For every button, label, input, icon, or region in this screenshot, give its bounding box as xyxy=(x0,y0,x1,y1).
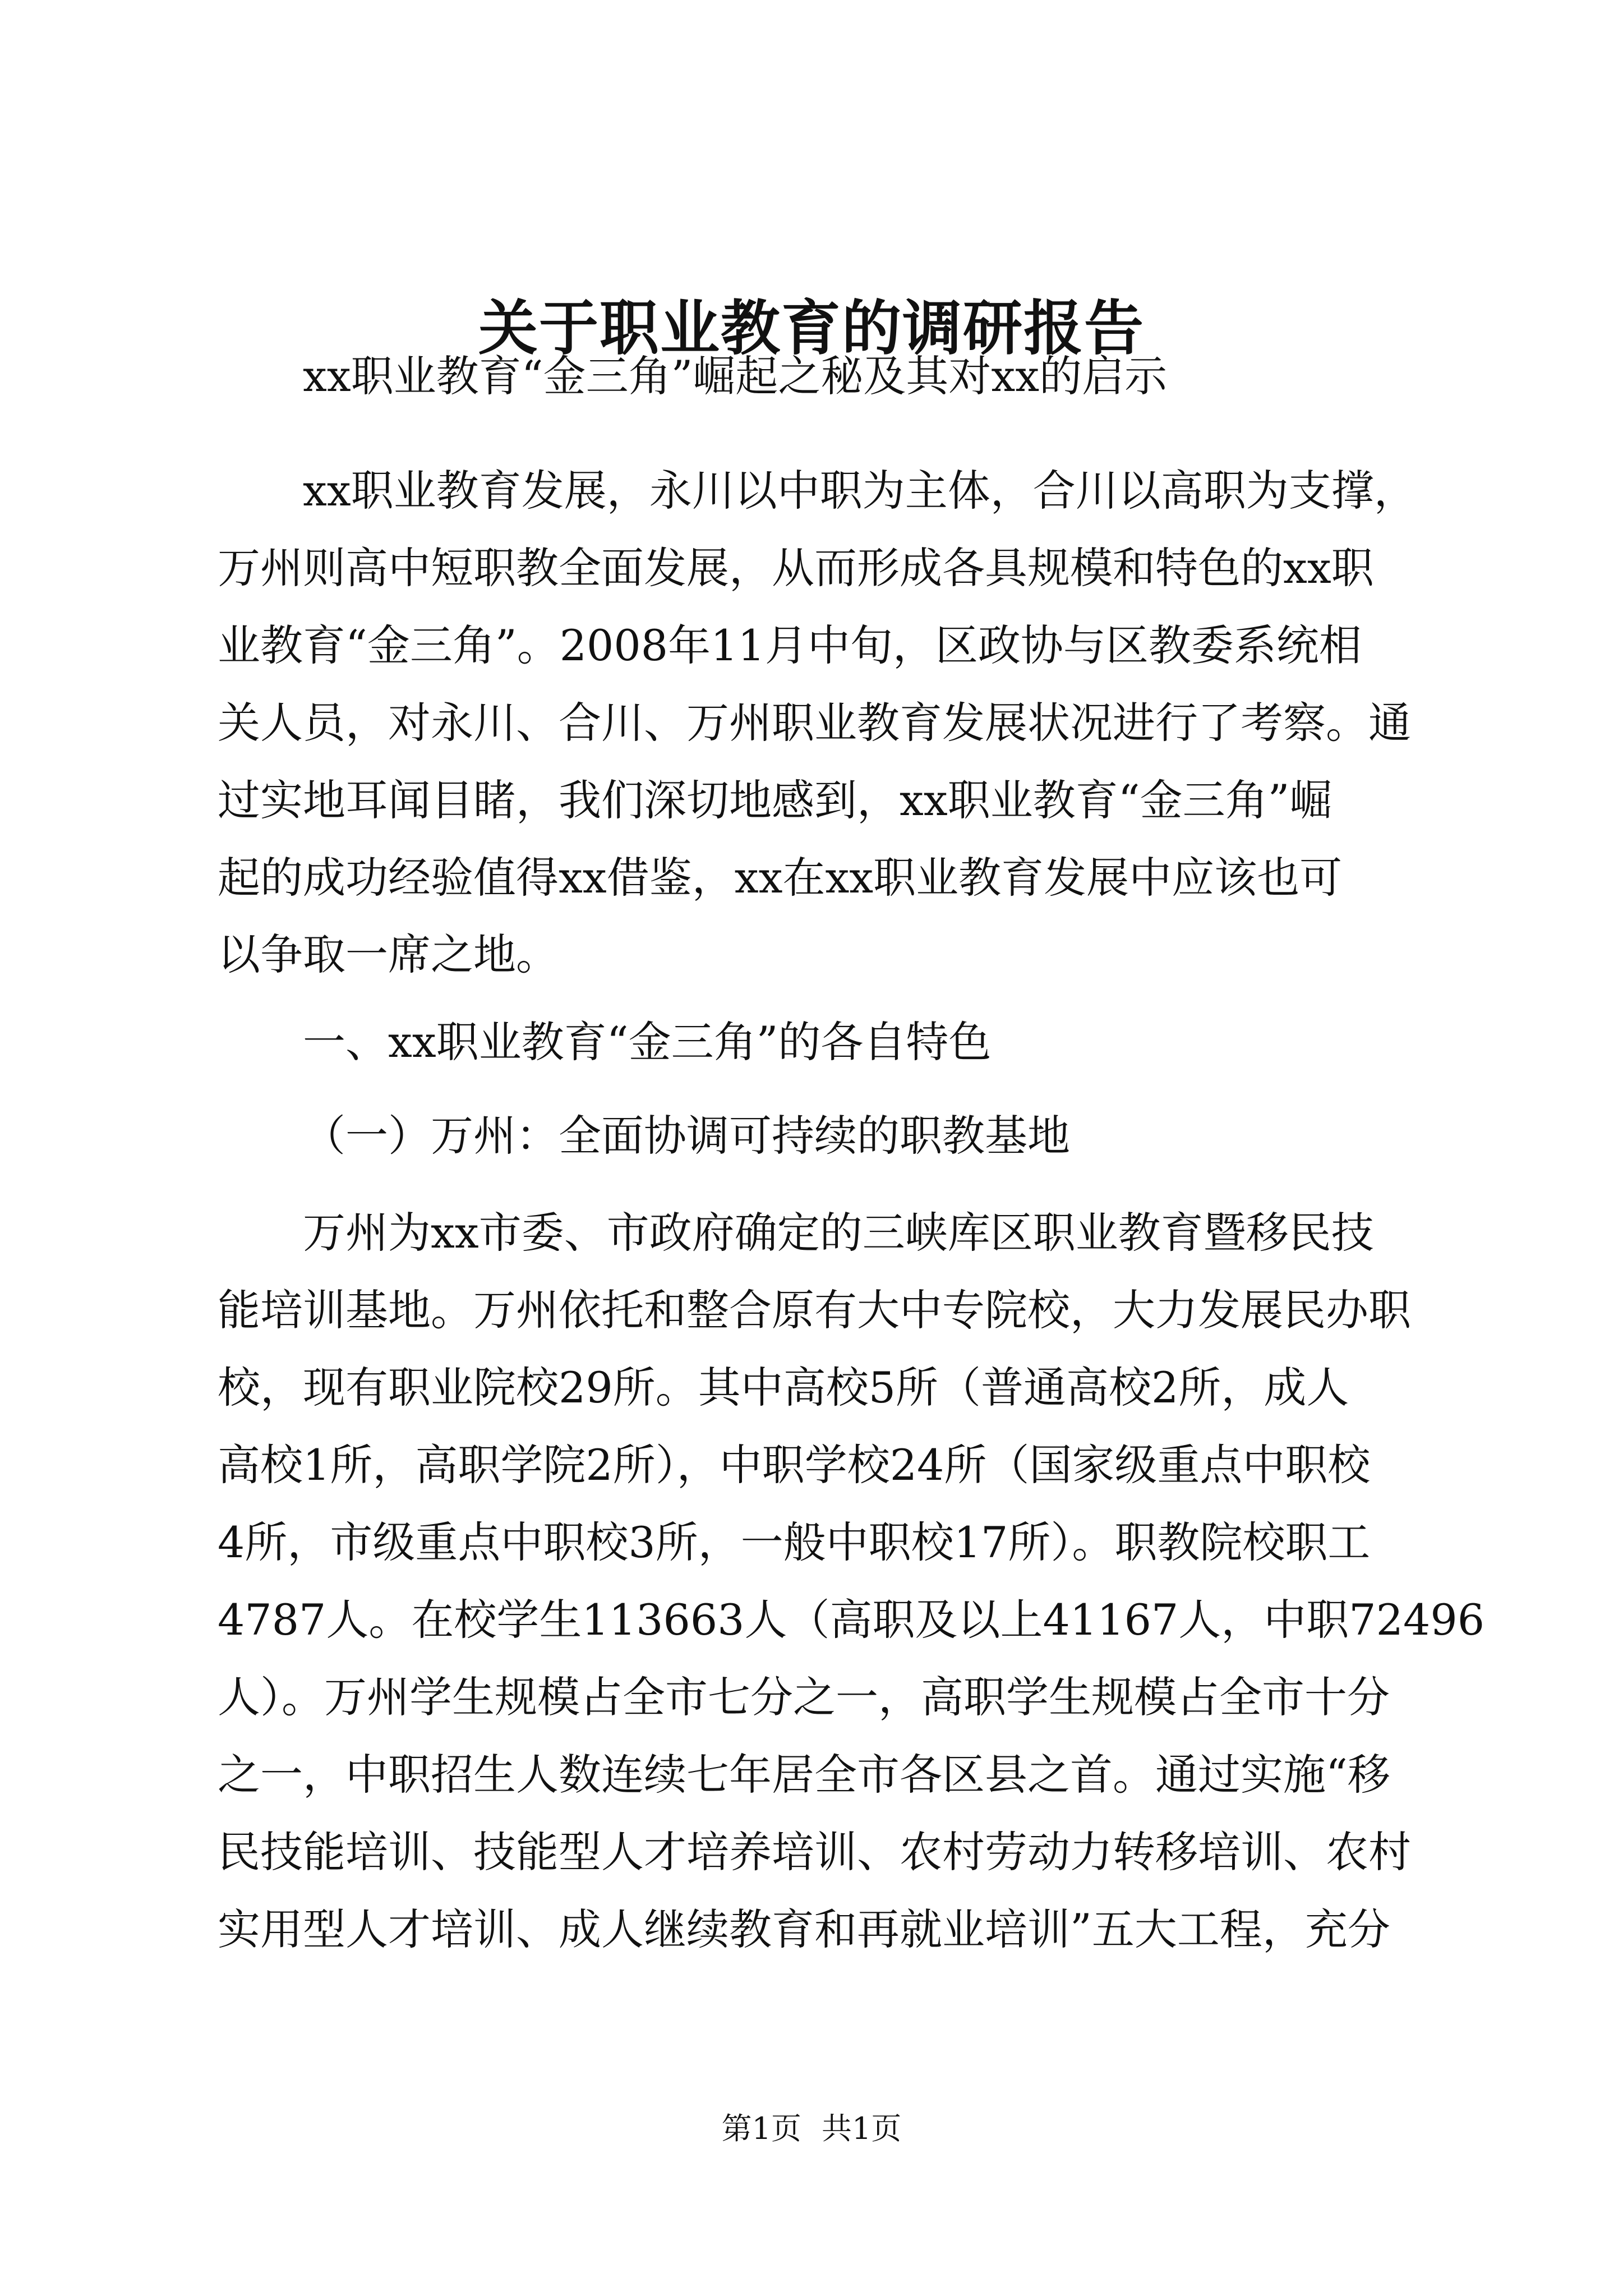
page-number: 第1页 xyxy=(721,2111,801,2146)
document-subtitle: xx职业教育“金三角”崛起之秘及其对xx的启示 xyxy=(303,351,1168,401)
paragraph-line: 高校1所，高职学院2所），中职学校24所（国家级重点中职校 xyxy=(218,1440,1371,1490)
page-footer xyxy=(0,2106,1623,2151)
paragraph-line: 起的成功经验值得xx借鉴，xx在xx职业教育发展中应该也可 xyxy=(218,853,1343,903)
paragraph-line: 能培训基地。万州依托和整合原有大中专院校，大力发展民办职 xyxy=(218,1285,1411,1335)
paragraph-line: 之一，中职招生人数连续七年居全市各区县之首。通过实施“移 xyxy=(218,1750,1390,1800)
paragraph-line: 关人员，对永川、合川、万州职业教育发展状况进行了考察。通 xyxy=(218,698,1411,748)
paragraph-line: 人）。万州学生规模占全市七分之一，高职学生规模占全市十分 xyxy=(218,1672,1390,1722)
paragraph-line: 实用型人才培训、成人继续教育和再就业培训”五大工程，充分 xyxy=(218,1904,1390,1954)
paragraph-line: xx职业教育发展，永川以中职为主体，合川以高职为支撑， xyxy=(303,466,1417,516)
paragraph-line: 校，现有职业院校29所。其中高校5所（普通高校2所，成人 xyxy=(218,1363,1349,1412)
paragraph-line: 4所，市级重点中职校3所，一般中职校17所）。职教院校职工 xyxy=(218,1517,1371,1567)
paragraph-line: 以争取一席之地。 xyxy=(218,930,559,979)
page-total: 共1页 xyxy=(822,2111,902,2146)
document-title: 关于职业教育的调研报告 xyxy=(478,293,1145,363)
paragraph-line: 业教育“金三角”。2008年11月中旬，区政协与区教委系统相 xyxy=(218,620,1362,670)
paragraph-line: 4787人。在校学生113663人（高职及以上41167人，中职72496 xyxy=(218,1595,1485,1645)
section-heading: 一、xx职业教育“金三角”的各自特色 xyxy=(303,1017,992,1067)
paragraph-line: 万州为xx市委、市政府确定的三峡库区职业教育暨移民技 xyxy=(303,1208,1374,1258)
paragraph-line: 万州则高中短职教全面发展，从而形成各具规模和特色的xx职 xyxy=(218,543,1374,593)
paragraph-line: 民技能培训、技能型人才培养培训、农村劳动力转移培训、农村 xyxy=(218,1827,1411,1877)
paragraph-line: 过实地耳闻目睹，我们深切地感到，xx职业教育“金三角”崛 xyxy=(218,775,1332,825)
subsection-heading: （一）万州：全面协调可持续的职教基地 xyxy=(303,1111,1070,1161)
